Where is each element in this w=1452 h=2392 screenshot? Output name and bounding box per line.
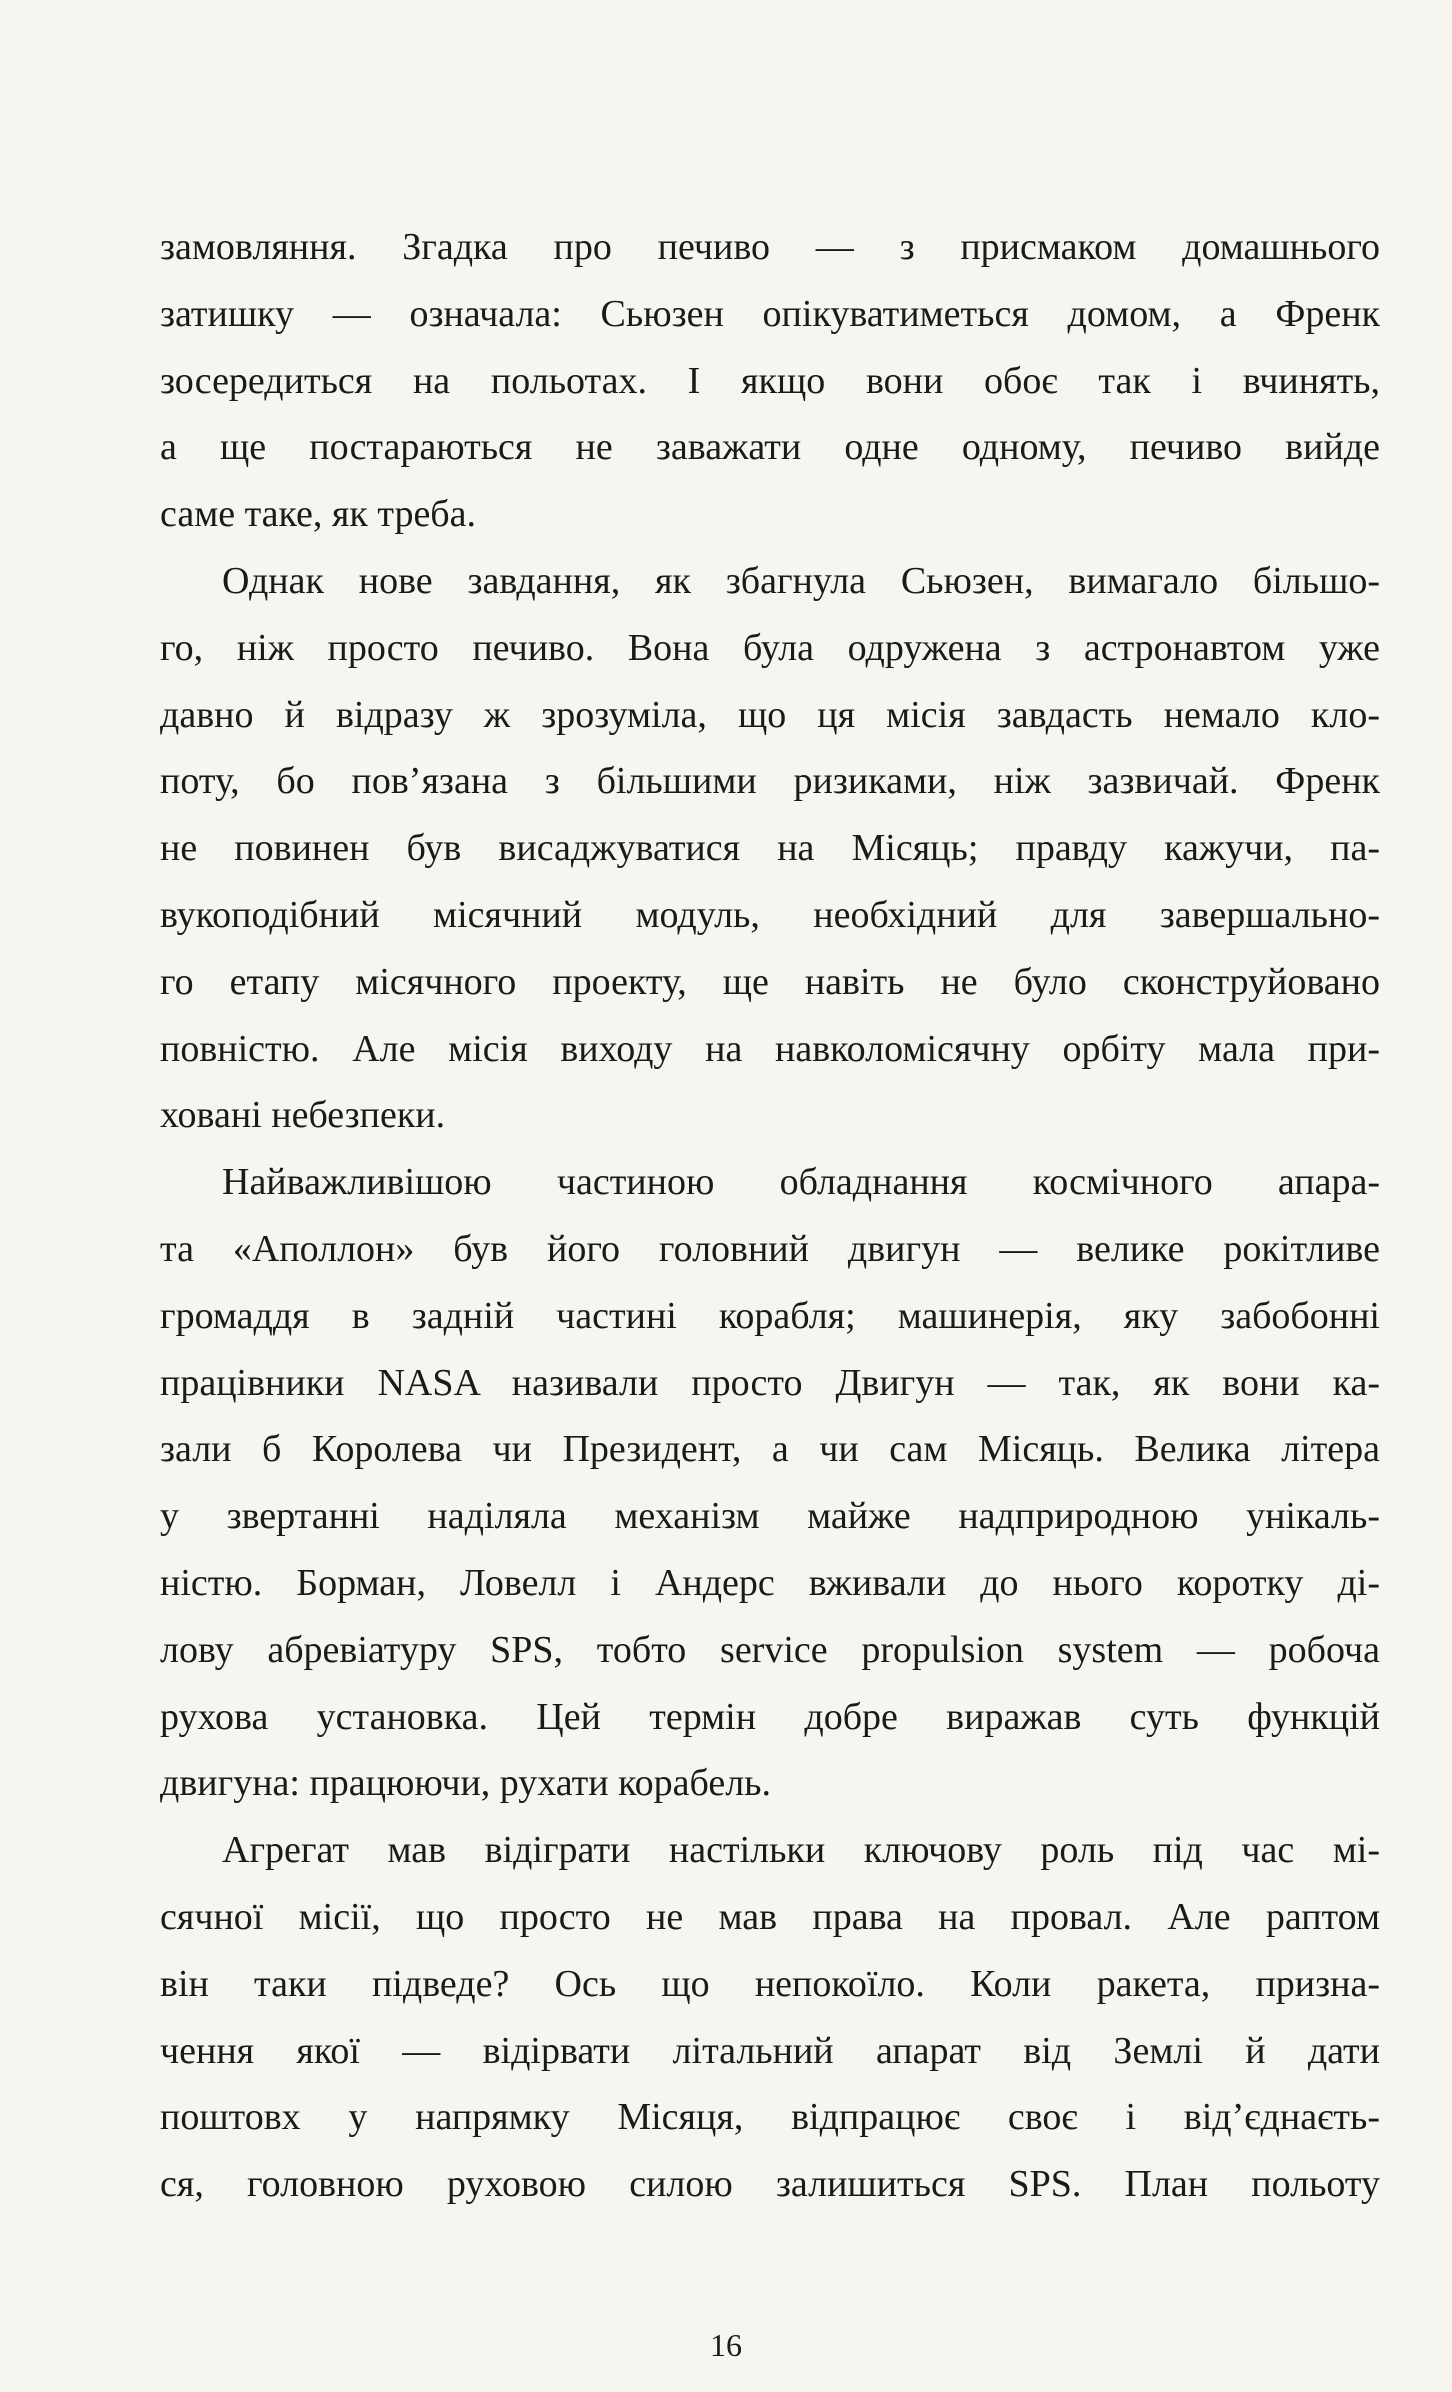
paragraph-4	[160, 1817, 1380, 2218]
text-line: затишку — означала: Сьюзен опікуватиметься домом, а Френк	[160, 292, 1380, 335]
text-line: вукоподібний місячний модуль, необхідний для завершально-	[160, 893, 1380, 936]
text-line: не повинен був висаджуватися на Місяць; правду кажучи, па-	[160, 827, 1380, 870]
paragraph-2	[160, 548, 1380, 1149]
text-line: лову абревіатуру SPS, тобто service propulsion system — робоча	[160, 1628, 1380, 1671]
text-line: повністю. Але місія виходу на навколомісячну орбіту мала при-	[160, 1027, 1380, 1070]
text-line: зосередиться на польотах. І якщо вони обоє так і вчинять,	[160, 359, 1380, 402]
text-line: Агрегат мав відіграти настільки ключову роль під час мі-	[222, 1829, 1380, 1872]
text-line: го етапу місячного проекту, ще навіть не було сконструйовано	[160, 960, 1380, 1003]
text-line: громаддя в задній частині корабля; машинерія, яку забобонні	[160, 1294, 1380, 1337]
text-line: зали б Королева чи Президент, а чи сам Місяць. Велика літера	[160, 1428, 1380, 1471]
body-text	[160, 214, 1380, 2218]
page-number: 16	[710, 2327, 742, 2363]
text-line: та «Аполлон» був його головний двигун — велике рокітливе	[160, 1227, 1380, 1270]
text-line: ся, головною руховою силою залишиться SPS. План польоту	[160, 2163, 1380, 2206]
text-line: він таки підведе? Ось що непокоїло. Коли ракета, призна-	[160, 1962, 1380, 2005]
text-line: поту, бо пов’язана з більшими ризиками, ніж зазвичай. Френк	[160, 760, 1380, 803]
text-line: Однак нове завдання, як збагнула Сьюзен, вимагало більшо-	[222, 559, 1380, 602]
text-line: рухова установка. Цей термін добре виражав суть функцій	[160, 1695, 1380, 1738]
text-line: давно й відразу ж зрозуміла, що ця місія завдасть немало кло-	[160, 693, 1380, 736]
text-line: саме таке, як треба.	[160, 493, 477, 536]
text-line: двигуна: працюючи, рухати корабель.	[160, 1762, 771, 1805]
text-line: го, ніж просто печиво. Вона була одружена з астронавтом уже	[160, 626, 1380, 669]
text-line: поштовх у напрямку Місяця, відпрацює своє і від’єднаєть-	[160, 2096, 1380, 2139]
text-line: ністю. Борман, Ловелл і Андерс вживали до нього коротку ді-	[160, 1561, 1380, 1604]
paragraph-3	[160, 1149, 1380, 1817]
text-line: чення якої — відірвати літальний апарат від Землі й дати	[160, 2029, 1380, 2072]
text-line: працівники NASA називали просто Двигун — так, як вони ка-	[160, 1361, 1380, 1404]
text-line: а ще постараються не заважати одне одному, печиво вийде	[160, 426, 1380, 469]
text-line: замовляння. Згадка про печиво — з присмаком домашнього	[160, 226, 1380, 268]
text-line: ховані небезпеки.	[160, 1094, 446, 1137]
paragraph-1	[160, 214, 1380, 548]
text-line: сячної місії, що просто не мав права на провал. Але раптом	[160, 1895, 1380, 1938]
text-line: у звертанні наділяла механізм майже надприродною унікаль-	[160, 1495, 1380, 1538]
text-line: Найважливішою частиною обладнання космічного апара-	[222, 1161, 1380, 1204]
